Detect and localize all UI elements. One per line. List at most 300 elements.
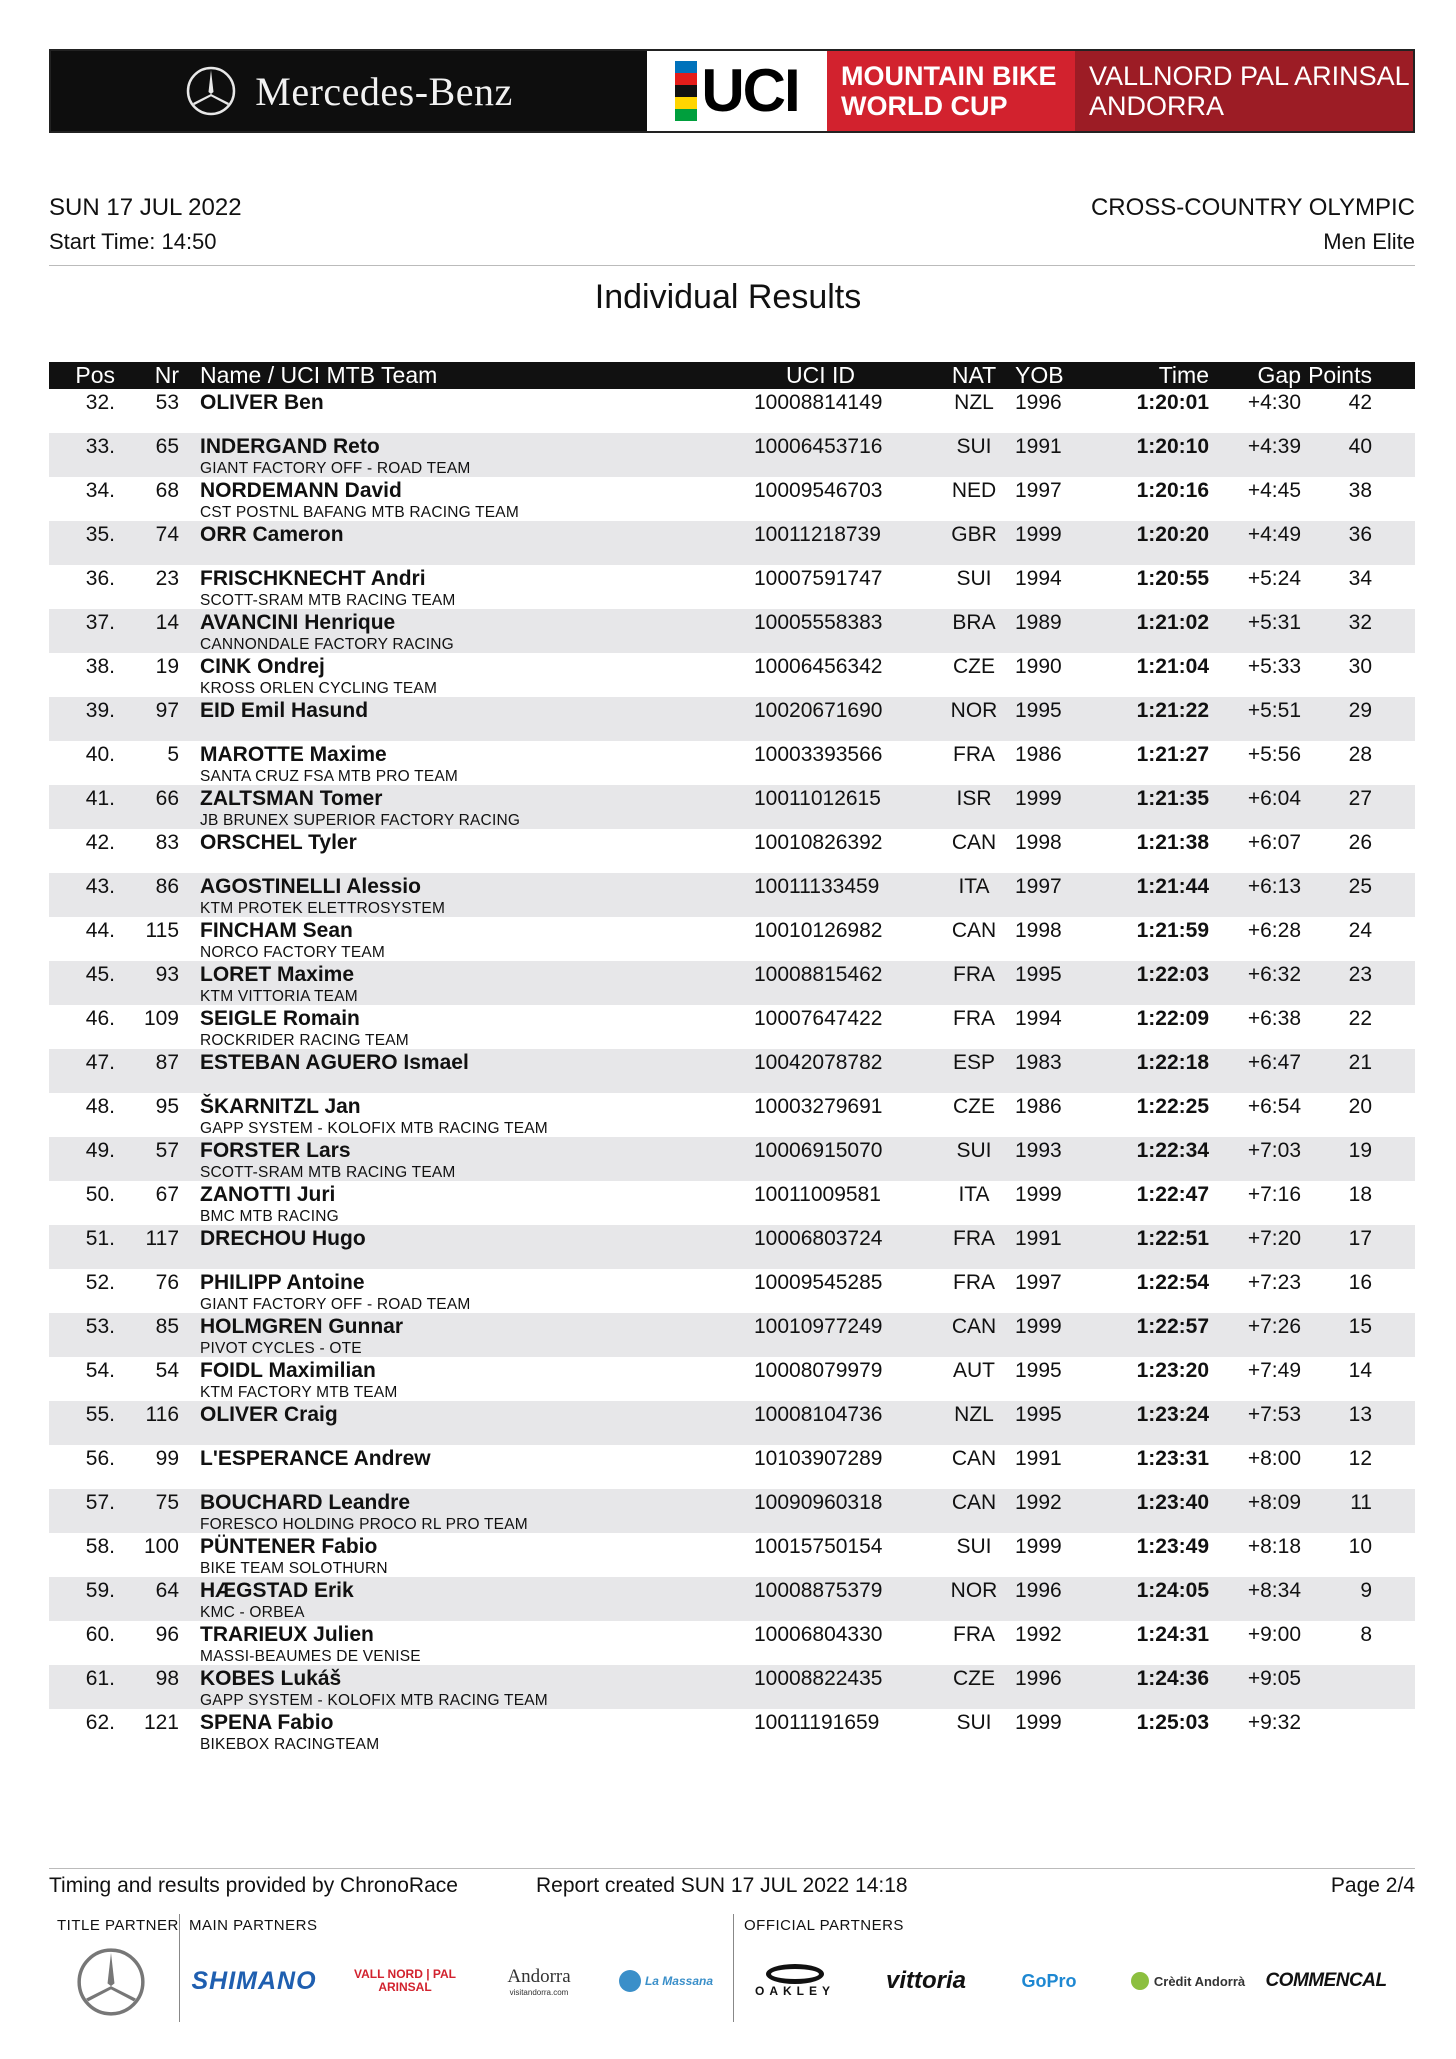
title-sponsor-name: Mercedes-Benz (255, 68, 513, 114)
timing-credit: Timing and results provided by ChronoRace (49, 1874, 458, 1897)
result-time: 1:22:18 (1136, 1051, 1209, 1074)
result-yob: 1994 (1015, 567, 1062, 590)
result-yob: 1995 (1015, 963, 1062, 986)
result-pos: 55. (85, 1403, 115, 1426)
result-name: PHILIPP Antoine (200, 1271, 365, 1294)
sponsor-credit-andorra (1114, 1956, 1262, 2006)
result-nr: 67 (155, 1183, 179, 1206)
result-time: 1:22:25 (1136, 1095, 1209, 1118)
result-yob: 1996 (1015, 391, 1062, 414)
result-gap: +7:53 (1247, 1403, 1301, 1426)
result-team: SANTA CRUZ FSA MTB PRO TEAM (200, 768, 459, 785)
table-row (49, 653, 1415, 697)
result-yob: 1992 (1015, 1491, 1062, 1514)
result-nr: 64 (155, 1579, 179, 1602)
result-uci-id: 10009545285 (754, 1271, 883, 1294)
result-team: CANNONDALE FACTORY RACING (200, 636, 454, 653)
result-time: 1:24:31 (1136, 1623, 1209, 1646)
result-time: 1:25:03 (1136, 1711, 1209, 1734)
result-nat: FRA (953, 743, 995, 766)
result-yob: 1986 (1015, 1095, 1062, 1118)
table-row (49, 1225, 1415, 1269)
result-time: 1:20:16 (1136, 479, 1209, 502)
result-nr: 109 (143, 1007, 179, 1030)
result-pos: 41. (85, 787, 115, 810)
result-name: CINK Ondrej (200, 655, 325, 678)
result-time: 1:20:01 (1136, 391, 1209, 414)
table-row (49, 961, 1415, 1005)
result-points: 10 (1348, 1535, 1372, 1558)
footer-divider (49, 1868, 1415, 1869)
result-name: PÜNTENER Fabio (200, 1535, 378, 1558)
result-nr: 98 (155, 1667, 179, 1690)
result-nr: 85 (155, 1315, 179, 1338)
sponsor-gopro: GoPro (1021, 1970, 1077, 1991)
result-points: 26 (1348, 831, 1372, 854)
result-time: 1:21:35 (1136, 787, 1209, 810)
result-name: ORR Cameron (200, 523, 344, 546)
result-uci-id: 10006804330 (754, 1623, 883, 1646)
result-points: 20 (1348, 1095, 1372, 1118)
result-name: OLIVER Craig (200, 1403, 338, 1426)
result-points: 19 (1348, 1139, 1372, 1162)
result-nat: SUI (956, 435, 992, 458)
result-yob: 1993 (1015, 1139, 1062, 1162)
result-nr: 96 (155, 1623, 179, 1646)
result-yob: 1997 (1015, 875, 1062, 898)
result-uci-id: 10003279691 (754, 1095, 883, 1118)
result-nat: CAN (951, 831, 997, 854)
result-time: 1:22:47 (1136, 1183, 1209, 1206)
result-gap: +6:32 (1247, 963, 1301, 986)
result-nr: 14 (155, 611, 179, 634)
result-points: 38 (1348, 479, 1372, 502)
result-gap: +9:05 (1247, 1667, 1301, 1690)
header-divider (49, 265, 1415, 266)
result-gap: +5:31 (1247, 611, 1301, 634)
result-time: 1:21:04 (1136, 655, 1209, 678)
table-row (49, 389, 1415, 433)
result-pos: 33. (85, 435, 115, 458)
result-name: BOUCHARD Leandre (200, 1491, 411, 1514)
result-pos: 50. (85, 1183, 115, 1206)
result-yob: 1996 (1015, 1667, 1062, 1690)
result-gap: +6:07 (1247, 831, 1301, 854)
result-yob: 1991 (1015, 1227, 1062, 1250)
result-name: FINCHAM Sean (200, 919, 353, 942)
result-points: 32 (1348, 611, 1372, 634)
result-name: EID Emil Hasund (200, 699, 369, 722)
result-pos: 49. (85, 1139, 115, 1162)
result-time: 1:23:40 (1136, 1491, 1209, 1514)
result-nat: ITA (958, 875, 990, 898)
result-nr: 76 (155, 1271, 179, 1294)
result-name: ZALTSMAN Tomer (200, 787, 383, 810)
result-time: 1:21:27 (1136, 743, 1209, 766)
sponsor-oakley-name: OAKLEY (754, 1984, 835, 1998)
result-team: BIKEBOX RACINGTEAM (200, 1736, 380, 1753)
result-yob: 1999 (1015, 523, 1062, 546)
table-row (49, 1269, 1415, 1313)
result-uci-id: 10007647422 (754, 1007, 883, 1030)
result-pos: 45. (85, 963, 115, 986)
result-gap: +4:39 (1247, 435, 1301, 458)
result-time: 1:21:38 (1136, 831, 1209, 854)
result-nr: 23 (155, 567, 179, 590)
table-row (49, 1093, 1415, 1137)
result-gap: +8:34 (1247, 1579, 1301, 1602)
sponsor-shimano: SHIMANO (191, 1966, 317, 1995)
result-gap: +7:03 (1247, 1139, 1301, 1162)
result-points: 22 (1348, 1007, 1372, 1030)
result-points: 8 (1360, 1623, 1372, 1646)
result-time: 1:21:59 (1136, 919, 1209, 942)
uci-rainbow-stripes-icon (675, 61, 697, 121)
sponsor-vittoria: vittoria (885, 1967, 966, 1994)
result-team: CST POSTNL BAFANG MTB RACING TEAM (200, 504, 519, 521)
result-uci-id: 10020671690 (754, 699, 883, 722)
result-uci-id: 10008104736 (754, 1403, 883, 1426)
uci-logo (647, 51, 827, 131)
result-time: 1:23:49 (1136, 1535, 1209, 1558)
result-pos: 39. (85, 699, 115, 722)
result-team: GAPP SYSTEM - KOLOFIX MTB RACING TEAM (200, 1120, 548, 1137)
result-pos: 51. (85, 1227, 115, 1250)
result-pos: 40. (85, 743, 115, 766)
result-time: 1:23:24 (1136, 1403, 1209, 1426)
result-time: 1:23:31 (1136, 1447, 1209, 1470)
result-gap: +5:51 (1247, 699, 1301, 722)
result-nat: NZL (954, 391, 994, 414)
result-gap: +4:30 (1247, 391, 1301, 414)
col-nr: Nr (154, 362, 179, 388)
result-uci-id: 10006453716 (754, 435, 883, 458)
result-name: SPENA Fabio (200, 1711, 334, 1734)
table-row (49, 785, 1415, 829)
result-points: 18 (1348, 1183, 1372, 1206)
result-nr: 121 (143, 1711, 179, 1734)
result-nr: 86 (155, 875, 179, 898)
result-nat: SUI (956, 1711, 992, 1734)
la-massana-icon (619, 1970, 641, 1992)
result-yob: 1989 (1015, 611, 1062, 634)
result-uci-id: 10006456342 (754, 655, 883, 678)
result-points: 13 (1348, 1403, 1372, 1426)
result-nr: 54 (155, 1359, 179, 1382)
table-row (49, 1489, 1415, 1533)
result-points: 42 (1348, 391, 1372, 414)
result-name: FORSTER Lars (200, 1139, 351, 1162)
result-points: 30 (1348, 655, 1372, 678)
table-row (49, 1533, 1415, 1577)
sponsor-oakley (740, 1956, 850, 2006)
result-gap: +6:38 (1247, 1007, 1301, 1030)
result-yob: 1994 (1015, 1007, 1062, 1030)
result-yob: 1995 (1015, 699, 1062, 722)
result-nat: BRA (952, 611, 996, 634)
result-nat: CAN (951, 1447, 997, 1470)
result-uci-id: 10003393566 (754, 743, 883, 766)
table-row (49, 1313, 1415, 1357)
result-time: 1:21:22 (1136, 699, 1209, 722)
result-name: OLIVER Ben (200, 391, 324, 414)
result-uci-id: 10005558383 (754, 611, 883, 634)
results-table-body (49, 389, 1415, 1753)
title-partner-label: TITLE PARTNER (57, 1917, 179, 1934)
race-discipline: CROSS-COUNTRY OLYMPIC (1090, 194, 1415, 221)
result-time: 1:22:54 (1136, 1271, 1209, 1294)
result-points: 28 (1348, 743, 1372, 766)
result-team: ROCKRIDER RACING TEAM (200, 1032, 409, 1049)
result-yob: 1998 (1015, 831, 1062, 854)
result-gap: +6:04 (1247, 787, 1301, 810)
document-title: Individual Results (594, 278, 862, 316)
result-uci-id: 10008814149 (754, 391, 883, 414)
table-row (49, 609, 1415, 653)
result-gap: +7:26 (1247, 1315, 1301, 1338)
result-nat: ISR (956, 787, 992, 810)
result-gap: +4:49 (1247, 523, 1301, 546)
result-gap: +9:32 (1247, 1711, 1301, 1734)
result-pos: 37. (85, 611, 115, 634)
result-uci-id: 10042078782 (754, 1051, 883, 1074)
result-pos: 42. (85, 831, 115, 854)
result-nat: CZE (953, 655, 995, 678)
result-gap: +7:16 (1247, 1183, 1301, 1206)
results-table-header (49, 362, 1415, 389)
result-yob: 1996 (1015, 1579, 1062, 1602)
col-points: Points (1308, 362, 1372, 388)
result-nat: NED (951, 479, 997, 502)
result-nr: 83 (155, 831, 179, 854)
result-pos: 44. (85, 919, 115, 942)
result-points: 9 (1360, 1579, 1372, 1602)
result-name: MAROTTE Maxime (200, 743, 387, 766)
result-nat: CZE (953, 1095, 995, 1118)
result-points: 40 (1348, 435, 1372, 458)
result-nat: NZL (954, 1403, 994, 1426)
result-time: 1:24:36 (1136, 1667, 1209, 1690)
result-gap: +6:47 (1247, 1051, 1301, 1074)
table-row (49, 433, 1415, 477)
sponsor-la-massana-name: La Massana (644, 1974, 714, 1988)
sponsor-andorra (486, 1956, 592, 2006)
result-uci-id: 10007591747 (754, 567, 883, 590)
result-yob: 1990 (1015, 655, 1062, 678)
table-row (49, 873, 1415, 917)
sponsor-credit-andorra-name: Crèdit Andorrà (1153, 1973, 1246, 1989)
result-uci-id: 10006803724 (754, 1227, 883, 1250)
result-nat: FRA (953, 1623, 995, 1646)
credit-andorra-icon (1131, 1972, 1149, 1990)
result-time: 1:24:05 (1136, 1579, 1209, 1602)
race-start-time: Start Time: 14:50 (49, 229, 217, 254)
result-pos: 59. (85, 1579, 115, 1602)
result-team: MASSI-BEAUMES DE VENISE (200, 1648, 421, 1665)
result-name: KOBES Lukáš (200, 1667, 342, 1690)
result-gap: +6:13 (1247, 875, 1301, 898)
sponsor-andorra-url: visitandorra.com (509, 1987, 569, 1997)
result-team: GIANT FACTORY OFF - ROAD TEAM (200, 1296, 471, 1313)
result-gap: +7:49 (1247, 1359, 1301, 1382)
result-time: 1:22:51 (1136, 1227, 1209, 1250)
uci-wordmark: UCI (701, 57, 799, 124)
result-nat: FRA (953, 963, 995, 986)
result-pos: 52. (85, 1271, 115, 1294)
result-team: SCOTT-SRAM MTB RACING TEAM (200, 1164, 456, 1181)
result-uci-id: 10008079979 (754, 1359, 883, 1382)
result-team: BMC MTB RACING (200, 1208, 339, 1225)
result-time: 1:20:10 (1136, 435, 1209, 458)
result-team: JB BRUNEX SUPERIOR FACTORY RACING (200, 812, 521, 829)
result-time: 1:22:09 (1136, 1007, 1209, 1030)
result-gap: +7:20 (1247, 1227, 1301, 1250)
result-time: 1:21:44 (1136, 875, 1209, 898)
result-team: GAPP SYSTEM - KOLOFIX MTB RACING TEAM (200, 1692, 548, 1709)
result-points: 17 (1348, 1227, 1372, 1250)
result-pos: 53. (85, 1315, 115, 1338)
result-nat: SUI (956, 1535, 992, 1558)
result-nat: NOR (950, 1579, 998, 1602)
oakley-ellipse-icon (766, 1964, 824, 1984)
result-name: INDERGAND Reto (200, 435, 380, 458)
mercedes-star-icon (185, 65, 237, 117)
table-row (49, 565, 1415, 609)
result-uci-id: 10010126982 (754, 919, 883, 942)
result-yob: 1997 (1015, 1271, 1062, 1294)
result-points: 34 (1348, 567, 1372, 590)
result-points: 21 (1348, 1051, 1372, 1074)
table-row (49, 1049, 1415, 1093)
official-partners-label: OFFICIAL PARTNERS (744, 1917, 904, 1934)
result-gap: +7:23 (1247, 1271, 1301, 1294)
table-row (49, 697, 1415, 741)
result-yob: 1998 (1015, 919, 1062, 942)
result-pos: 56. (85, 1447, 115, 1470)
table-row (49, 1137, 1415, 1181)
result-points: 24 (1348, 919, 1372, 942)
result-time: 1:23:20 (1136, 1359, 1209, 1382)
result-name: AVANCINI Henrique (200, 611, 396, 634)
result-uci-id: 10011218739 (754, 523, 881, 546)
result-name: FRISCHKNECHT Andri (200, 567, 426, 590)
result-gap: +5:33 (1247, 655, 1301, 678)
result-team: PIVOT CYCLES - OTE (200, 1340, 362, 1357)
sponsor-divider (733, 1914, 734, 2022)
result-name: DRECHOU Hugo (200, 1227, 366, 1250)
col-pos: Pos (75, 362, 115, 388)
result-points: 14 (1348, 1359, 1372, 1382)
col-yob: YOB (1015, 362, 1064, 388)
result-nr: 115 (145, 919, 179, 942)
page-number: Page 2/4 (1330, 1874, 1415, 1897)
result-nr: 74 (155, 523, 179, 546)
result-pos: 60. (85, 1623, 115, 1646)
table-row (49, 1181, 1415, 1225)
result-gap: +8:00 (1247, 1447, 1301, 1470)
result-pos: 48. (85, 1095, 115, 1118)
result-nr: 75 (155, 1491, 179, 1514)
result-yob: 1995 (1015, 1403, 1062, 1426)
result-points: 25 (1348, 875, 1372, 898)
result-nr: 87 (155, 1051, 179, 1074)
result-name: ORSCHEL Tyler (200, 831, 357, 854)
result-points: 29 (1348, 699, 1372, 722)
result-pos: 36. (85, 567, 115, 590)
main-partners-label: MAIN PARTNERS (189, 1917, 318, 1934)
mercedes-star-footer-icon (70, 1946, 152, 2018)
result-points: 36 (1348, 523, 1372, 546)
result-name: TRARIEUX Julien (200, 1623, 374, 1646)
table-row (49, 1621, 1415, 1665)
result-nat: FRA (953, 1227, 995, 1250)
result-yob: 1992 (1015, 1623, 1062, 1646)
result-nr: 100 (143, 1535, 179, 1558)
result-time: 1:22:57 (1136, 1315, 1209, 1338)
col-name: Name / UCI MTB Team (200, 362, 438, 388)
race-category: Men Elite (1323, 229, 1415, 254)
table-row (49, 1445, 1415, 1489)
result-nr: 116 (145, 1403, 179, 1426)
result-gap: +8:18 (1247, 1535, 1301, 1558)
result-yob: 1999 (1015, 1183, 1062, 1206)
result-nr: 66 (155, 787, 179, 810)
result-team: FORESCO HOLDING PROCO RL PRO TEAM (200, 1516, 528, 1533)
result-points: 15 (1348, 1315, 1372, 1338)
result-pos: 47. (85, 1051, 115, 1074)
result-team: KROSS ORLEN CYCLING TEAM (200, 680, 438, 697)
result-name: ZANOTTI Juri (200, 1183, 336, 1206)
result-points: 11 (1350, 1491, 1372, 1514)
result-team: BIKE TEAM SOLOTHURN (200, 1560, 388, 1577)
result-pos: 43. (85, 875, 115, 898)
table-row (49, 1357, 1415, 1401)
result-yob: 1999 (1015, 1535, 1062, 1558)
table-row (49, 1577, 1415, 1621)
result-team: KTM PROTEK ELETTROSYSTEM (200, 900, 446, 917)
result-pos: 32. (85, 391, 115, 414)
result-nat: CAN (951, 919, 997, 942)
col-gap: Gap (1257, 362, 1301, 388)
sponsor-commencal: COMMENCAL (1265, 1970, 1387, 1991)
result-uci-id: 10010977249 (754, 1315, 883, 1338)
result-yob: 1983 (1015, 1051, 1062, 1074)
result-nat: ITA (958, 1183, 990, 1206)
result-gap: +5:24 (1247, 567, 1301, 590)
result-uci-id: 10015750154 (754, 1535, 883, 1558)
result-nr: 97 (155, 699, 179, 722)
result-time: 1:20:20 (1136, 523, 1209, 546)
result-nr: 95 (155, 1095, 179, 1118)
result-gap: +6:54 (1247, 1095, 1301, 1118)
result-points: 16 (1348, 1271, 1372, 1294)
table-row (49, 741, 1415, 785)
result-name: ESTEBAN AGUERO Ismael (200, 1051, 469, 1074)
result-uci-id: 10008815462 (754, 963, 883, 986)
result-yob: 1986 (1015, 743, 1062, 766)
result-uci-id: 10090960318 (754, 1491, 883, 1514)
series-line-2: WORLD CUP (841, 91, 1008, 121)
result-time: 1:21:02 (1136, 611, 1209, 634)
table-row (49, 1401, 1415, 1445)
result-uci-id: 10009546703 (754, 479, 883, 502)
result-pos: 54. (85, 1359, 115, 1382)
result-yob: 1997 (1015, 479, 1062, 502)
col-uci-id: UCI ID (786, 362, 855, 388)
result-name: FOIDL Maximilian (200, 1359, 376, 1382)
series-name-block (827, 51, 1075, 131)
result-yob: 1999 (1015, 1711, 1062, 1734)
